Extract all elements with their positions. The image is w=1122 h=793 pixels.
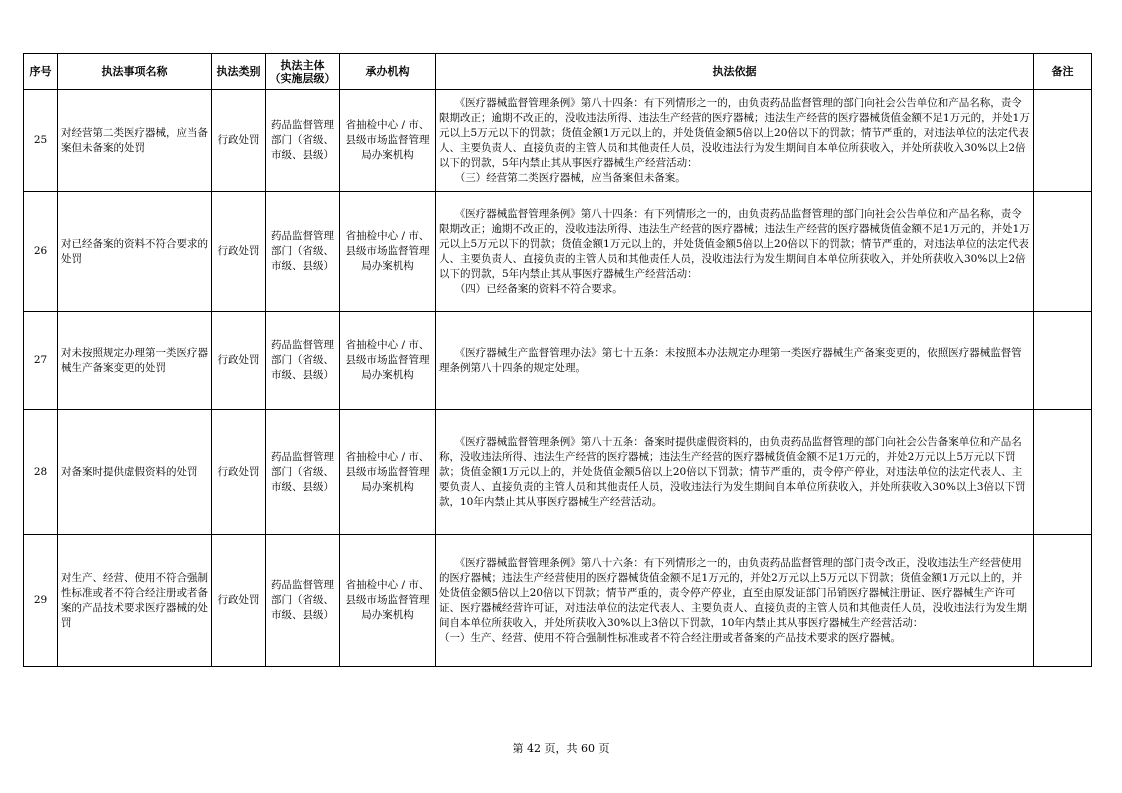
row-basis: 《医疗器械监督管理条例》第八十五条：备案时提供虚假资料的，由负责药品监督管理的部门向社会公告备案单位和产品名称，没收违法所得、违法生产经营的医疗器械；违法生产经营的医疗器械货值金额不足1万元的，并处2万元以上5万元以下罚款；货值金额1万元以上的，并处货值金额5倍以上20倍以下罚款；情节严重的，责令停产停业，对违法单位的法定代表人、主要负责人、直接负责的主管人员和其他责任人员，没收违法行为发生期间自本单位所获收入，并处所获收入30%以上3倍以下罚款，10年内禁止其从事医疗器械生产经营活动。 <box>436 410 1034 535</box>
row-org: 省抽检中心 / 市、县级市场监督管理局办案机构 <box>340 90 436 192</box>
row-subject: 药品监督管理部门（省级、市级、县级） <box>266 192 340 312</box>
row-name: 对已经备案的资料不符合要求的处罚 <box>58 192 212 312</box>
row-org: 省抽检中心 / 市、县级市场监督管理局办案机构 <box>340 535 436 667</box>
header-name: 执法事项名称 <box>58 54 212 90</box>
row-name: 对备案时提供虚假资料的处罚 <box>58 410 212 535</box>
table-row <box>24 90 1092 192</box>
row-type: 行政处罚 <box>212 535 266 667</box>
row-basis: 《医疗器械监督管理条例》第八十六条：有下列情形之一的，由负责药品监督管理的部门责令改正，没收违法生产经营使用的医疗器械；违法生产经营使用的医疗器械货值金额不足1万元的，并处2万元以上5万元以下罚款；货值金额1万元以上的，并处货值金额5倍以上20倍以下罚款；情节严重的，责令停产停业，直至由原发证部门吊销医疗器械注册证、医疗器械生产许可证、医疗器械经营许可证，对违法单位的法定代表人、主要负责人、直接负责的主管人员和其他责任人员，没收违法行为发生期间自本单位所获收入，并处所获收入30%以上3倍以下罚款，10年内禁止其从事医疗器械生产经营活动： （一）生产、经营、使用不符合强制性标准或者不符合经注册或者备案的产品技术要求的医疗器械。 <box>436 535 1034 667</box>
row-basis: 《医疗器械监督管理条例》第八十四条：有下列情形之一的，由负责药品监督管理的部门向社会公告单位和产品名称，责令限期改正；逾期不改正的，没收违法所得、违法生产经营的医疗器械；违法生产经营的医疗器械货值金额不足1万元的，并处1万元以上5万元以下的罚款；货值金额1万元以上的，并处货值金额5倍以上20倍以下的罚款；情节严重的，对违法单位的法定代表人、主要负责人、直接负责的主管人员和其他责任人员，没收违法行为发生期间自本单位所获收入，并处所获收入30%以上2倍以下的罚款，5年内禁止其从事医疗器械生产经营活动： （三）经营第二类医疗器械，应当备案但未备案。 <box>436 90 1034 192</box>
row-name: 对未按照规定办理第一类医疗器械生产备案变更的处罚 <box>58 312 212 410</box>
row-basis: 《医疗器械监督管理条例》第八十四条：有下列情形之一的，由负责药品监督管理的部门向社会公告单位和产品名称，责令限期改正；逾期不改正的，没收违法所得、违法生产经营的医疗器械；违法生产经营的医疗器械货值金额不足1万元的，并处1万元以上5万元以下的罚款；货值金额1万元以上的，并处货值金额5倍以上20倍以下的罚款；情节严重的，对违法单位的法定代表人、主要负责人、直接负责的主管人员和其他责任人员，没收违法行为发生期间自本单位所获收入，并处所获收入30%以上2倍以下的罚款，5年内禁止其从事医疗器械生产经营活动： （四）已经备案的资料不符合要求。 <box>436 192 1034 312</box>
row-org: 省抽检中心 / 市、县级市场监督管理局办案机构 <box>340 312 436 410</box>
row-subject: 药品监督管理部门（省级、市级、县级） <box>266 90 340 192</box>
header-subject-line1: 执法主体 <box>280 58 325 72</box>
table-row <box>24 410 1092 535</box>
row-remark <box>1034 535 1092 667</box>
row-name: 对生产、经营、使用不符合强制性标准或者不符合经注册或者备案的产品技术要求医疗器械的处罚 <box>58 535 212 667</box>
row-type: 行政处罚 <box>212 312 266 410</box>
row-name: 对经营第二类医疗器械，应当备案但未备案的处罚 <box>58 90 212 192</box>
row-no: 26 <box>24 192 58 312</box>
row-no: 25 <box>24 90 58 192</box>
header-subject <box>266 54 340 90</box>
table-row <box>24 192 1092 312</box>
row-subject: 药品监督管理部门（省级、市级、县级） <box>266 410 340 535</box>
row-remark <box>1034 90 1092 192</box>
row-type: 行政处罚 <box>212 90 266 192</box>
enforcement-table <box>23 53 1092 667</box>
row-remark <box>1034 410 1092 535</box>
header-remark: 备注 <box>1034 54 1092 90</box>
row-remark <box>1034 312 1092 410</box>
row-type: 行政处罚 <box>212 410 266 535</box>
row-remark <box>1034 192 1092 312</box>
row-subject: 药品监督管理部门（省级、市级、县级） <box>266 312 340 410</box>
header-basis: 执法依据 <box>436 54 1034 90</box>
row-no: 27 <box>24 312 58 410</box>
table-row <box>24 312 1092 410</box>
page-footer: 第 42 页，共 60 页 <box>512 742 610 755</box>
header-row <box>24 54 1092 90</box>
row-no: 28 <box>24 410 58 535</box>
header-type: 执法类别 <box>212 54 266 90</box>
header-no: 序号 <box>24 54 58 90</box>
row-org: 省抽检中心 / 市、县级市场监督管理局办案机构 <box>340 192 436 312</box>
row-org: 省抽检中心 / 市、县级市场监督管理局办案机构 <box>340 410 436 535</box>
header-org: 承办机构 <box>340 54 436 90</box>
row-type: 行政处罚 <box>212 192 266 312</box>
row-no: 29 <box>24 535 58 667</box>
row-basis: 《医疗器械生产监督管理办法》第七十五条：未按照本办法规定办理第一类医疗器械生产备案变更的，依照医疗器械监督管理条例第八十四条的规定处理。 <box>436 312 1034 410</box>
table-row <box>24 535 1092 667</box>
header-subject-line2: （实施层级） <box>269 71 336 85</box>
row-subject: 药品监督管理部门（省级、市级、县级） <box>266 535 340 667</box>
